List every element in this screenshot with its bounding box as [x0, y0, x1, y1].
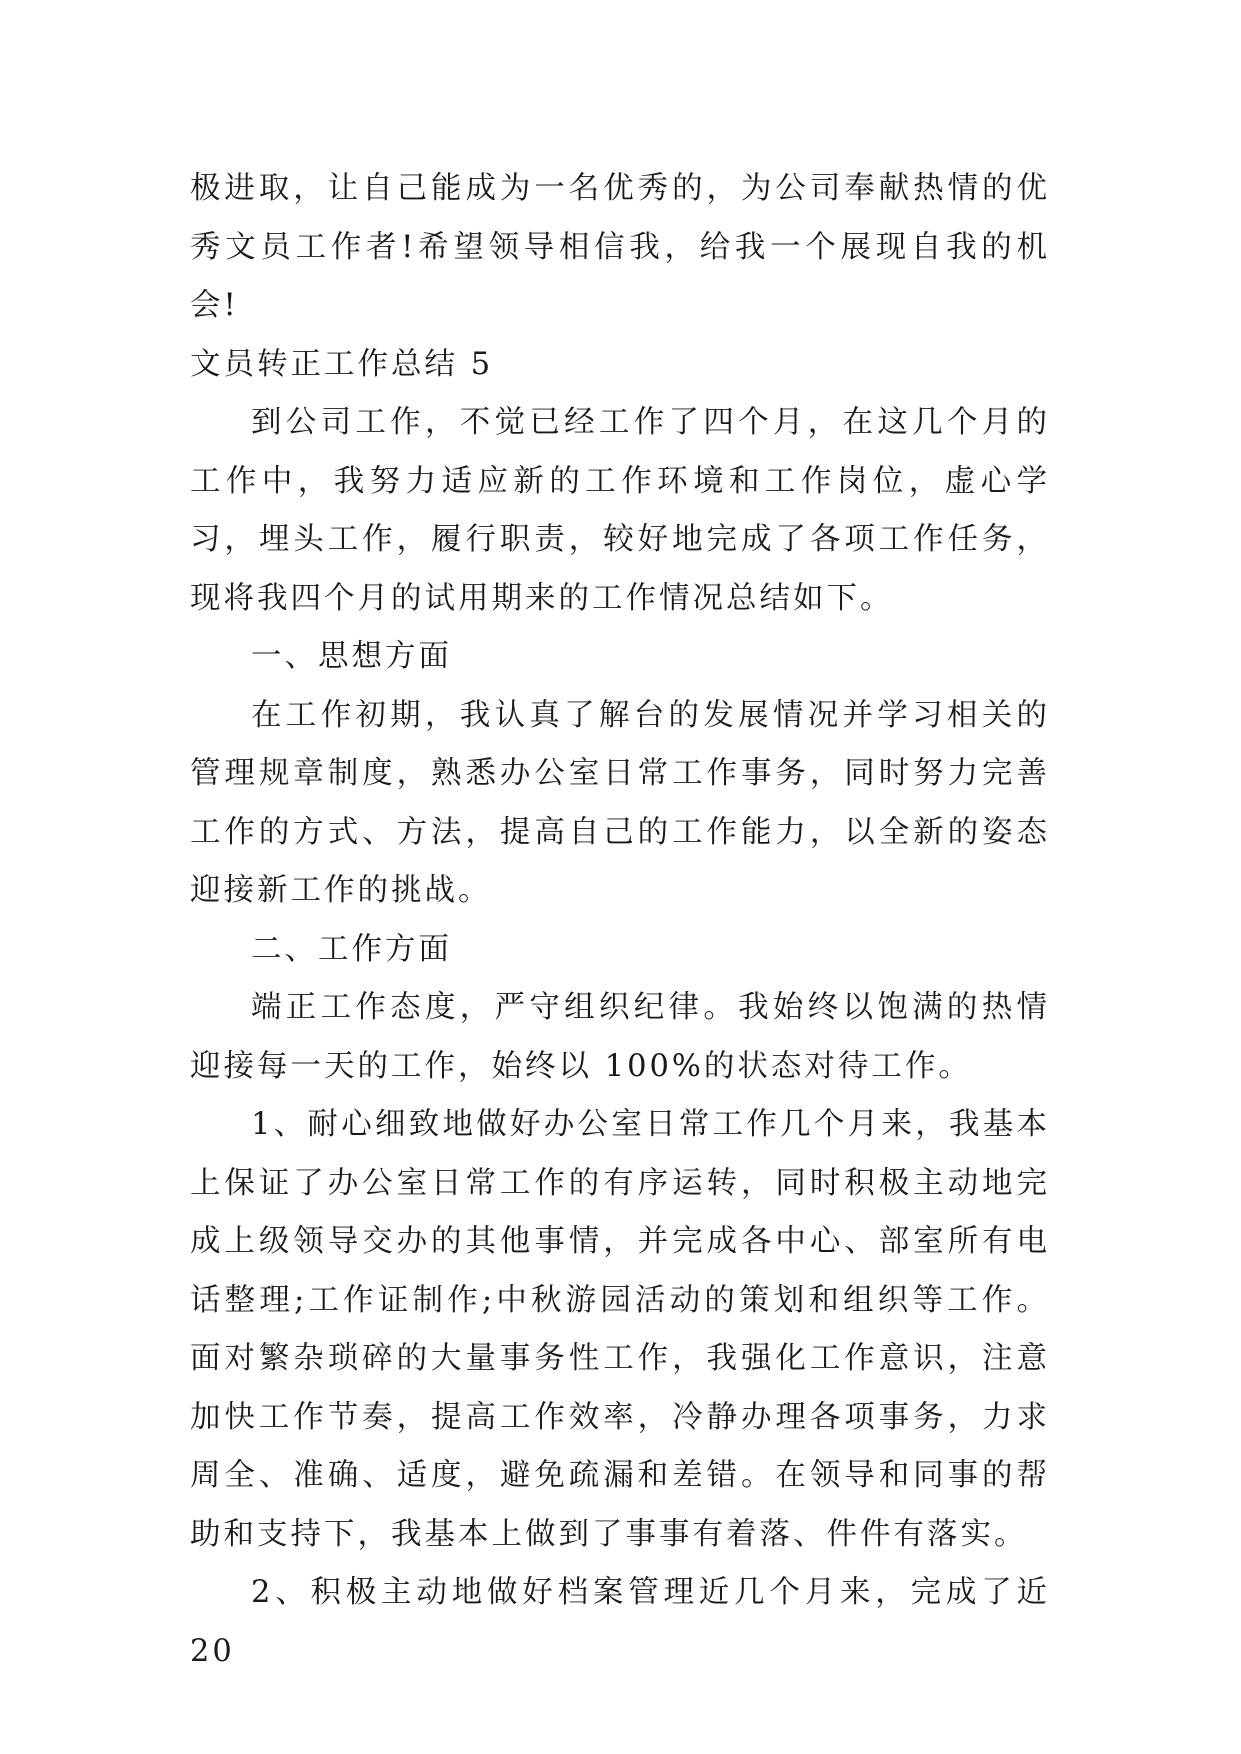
- document-body: [190, 160, 1050, 1681]
- heading-work: 二、工作方面: [251, 931, 452, 967]
- paragraph-thinking: 在工作初期，我认真了解台的发展情况并学习相关的管理规章制度，熟悉办公室日常工作事务，同时努力完善工作的方式、方法，提高自己的工作能力，以全新的姿态迎接新工作的挑战。: [190, 697, 1050, 908]
- paragraph-continuation: 极进取，让自己能成为一名优秀的，为公司奉献热情的优秀文员工作者!希望领导相信我，给我一个展现自我的机会!: [190, 171, 1050, 323]
- section-title: 文员转正工作总结 5: [190, 346, 494, 382]
- paragraph-intro: 到公司工作，不觉已经工作了四个月，在这几个月的工作中，我努力适应新的工作环境和工作岗位，虚心学习，埋头工作，履行职责，较好地完成了各项工作任务，现将我四个月的试用期来的工作情况总结如下。: [190, 405, 1050, 616]
- paragraph-attitude: 端正工作态度，严守组织纪律。我始终以饱满的热情迎接每一天的工作，始终以 100%的状态对待工作。: [190, 990, 1050, 1084]
- heading-thinking: 一、思想方面: [251, 639, 452, 674]
- paragraph-item-2: 2、积极主动地做好档案管理近几个月来，完成了近 20: [190, 1575, 1050, 1669]
- paragraph-item-1: 1、耐心细致地做好办公室日常工作几个月来，我基本上保证了办公室日常工作的有序运转，同时积极主动地完成上级领导交办的其他事情，并完成各中心、部室所有电话整理;工作证制作;中秋游园活动的策划和组织等工作。面对繁杂琐碎的大量事务性工作，我强化工作意识，注意加快工作节奏，提高工作效率，冷静办理各项事务，力求周全、准确、适度，避免疏漏和差错。在领导和同事的帮助和支持下，我基本上做到了事事有着落、件件有落实。: [190, 1107, 1050, 1552]
